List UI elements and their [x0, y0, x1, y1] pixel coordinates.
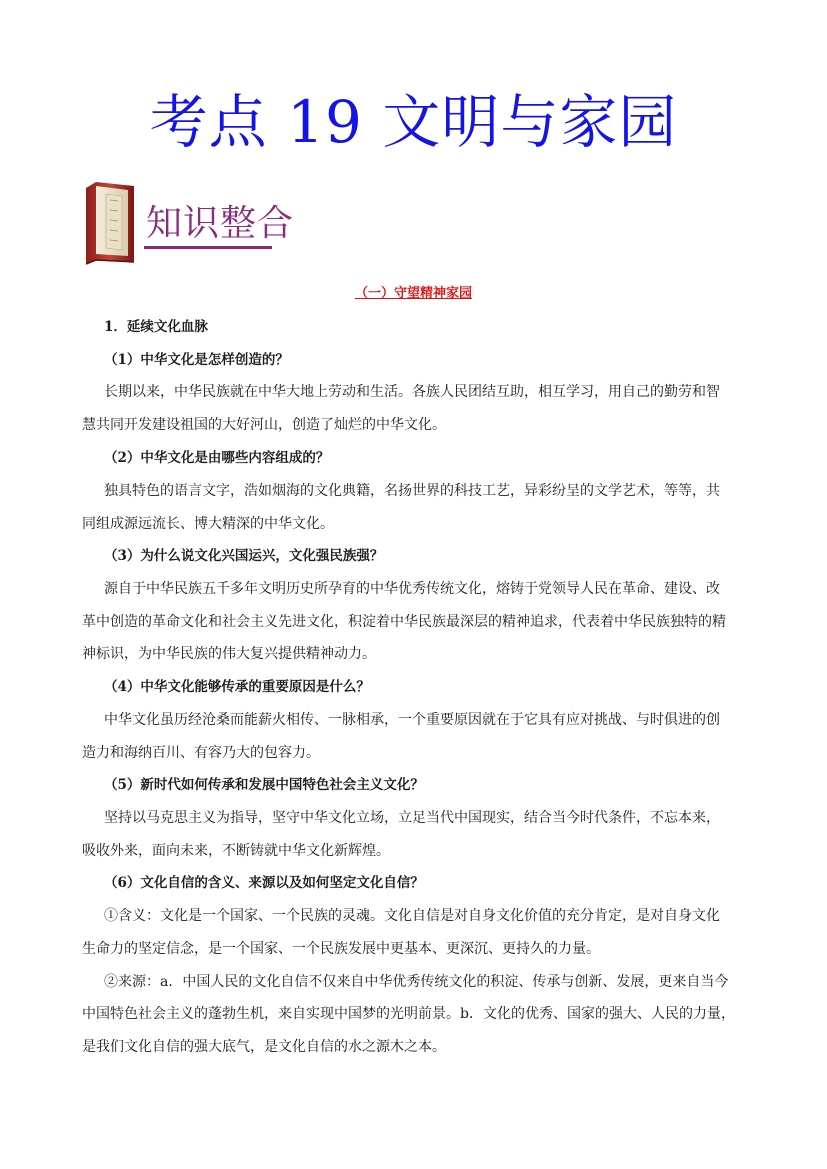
answer-4-line-1: 中华文化虽历经沧桑而能薪火相传、一脉相承，一个重要原因就在于它具有应对挑战、与时俱进的创 [104, 712, 720, 728]
answer-6-meaning-line-2: 生命力的坚定信念，是一个国家、一个民族发展中更基本、更深沉、更持久的力量。 [82, 941, 600, 957]
answer-1-line-1: 长期以来，中华民族就在中华大地上劳动和生活。各族人民团结互助，相互学习，用自己的勤劳和智 [104, 384, 720, 400]
answer-6-source-line-1: ②来源：a．中国人民的文化自信不仅来自中华优秀传统文化的积淀、传承与创新、发展，更来自当今 [104, 974, 729, 990]
section-title-text: （一）守望精神家园 [354, 286, 472, 301]
answer-3-line-3: 神标识，为中华民族的伟大复兴提供精神动力。 [82, 646, 376, 662]
answer-6-source-line-3: 是我们文化自信的强大底气，是文化自信的水之源木之本。 [82, 1039, 446, 1055]
banner-label: 知识整合 [146, 203, 295, 244]
answer-3-line-2: 革中创造的革命文化和社会主义先进文化，积淀着中华民族最深层的精神追求，代表着中华民族独特的精 [82, 614, 726, 630]
question-4: （4）中华文化能够传承的重要原因是什么？ [104, 679, 370, 695]
banner-underline [144, 246, 272, 249]
answer-5-line-1: 坚持以马克思主义为指导，坚守中华文化立场，立足当代中国现实，结合当今时代条件，不忘本来， [104, 810, 720, 826]
answer-6-source-line-2: 中国特色社会主义的蓬勃生机，来自实现中国梦的光明前景。b．文化的优秀、国家的强大、人民的力量， [82, 1006, 735, 1022]
question-6: （6）文化自信的含义、来源以及如何坚定文化自信？ [104, 875, 424, 891]
answer-2-line-1: 独具特色的语言文字，浩如烟海的文化典籍，名扬世界的科技工艺，异彩纷呈的文学艺术，等等，共 [104, 483, 720, 499]
answer-1-line-2: 慧共同开发建设祖国的大好河山，创造了灿烂的中华文化。 [82, 417, 446, 433]
question-2: （2）中华文化是由哪些内容组成的？ [104, 450, 330, 466]
answer-4-line-2: 造力和海纳百川、有容乃大的包容力。 [82, 745, 320, 761]
answer-2-line-2: 同组成源远流长、博大精深的中华文化。 [82, 516, 334, 532]
question-3: （3）为什么说文化兴国运兴，文化强民族强？ [104, 548, 384, 564]
page-title: 考点 19 文明与家园 [149, 88, 678, 156]
question-1: （1）中华文化是怎样创造的？ [104, 352, 289, 368]
section-title [0, 284, 827, 304]
answer-6-meaning-line-1: ①含义：文化是一个国家、一个民族的灵魂。文化自信是对自身文化价值的充分肯定，是对自身文化 [104, 908, 720, 924]
answer-5-line-2: 吸收外来，面向未来，不断铸就中华文化新辉煌。 [82, 843, 390, 859]
answer-3-line-1: 源自于中华民族五千多年文明历史所孕育的中华优秀传统文化，熔铸于党领导人民在革命、建设、改 [104, 581, 720, 597]
heading-1: 1．延续文化血脉 [104, 319, 208, 335]
question-5: （5）新时代如何传承和发展中国特色社会主义文化？ [104, 777, 424, 793]
